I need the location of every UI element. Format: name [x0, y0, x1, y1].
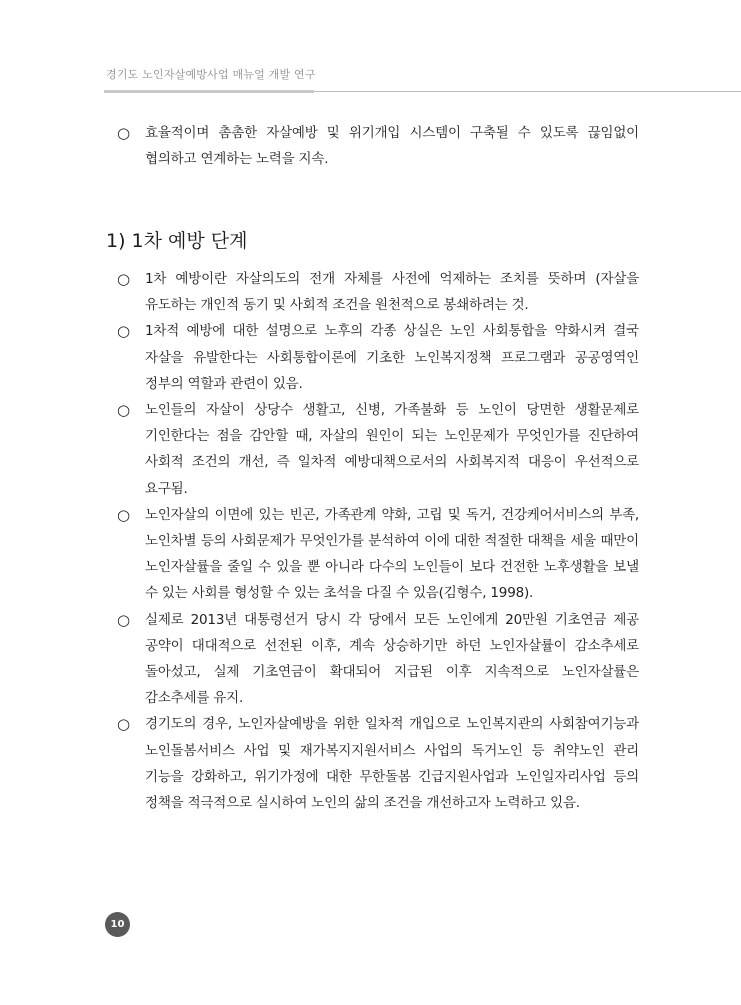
section-heading: 1) 1차 예방 단계 — [106, 230, 248, 252]
section-bullet — [117, 502, 639, 607]
bullet-circle-icon: ○ — [117, 610, 130, 629]
bullet-text: 노인들의 자살이 상당수 생활고, 신병, 가족불화 등 노인이 당면한 생활문제로 기인한다는 점을 감안할 때, 자살의 원인이 되는 노인문제가 무엇인가를 진단하여 사회적 조건의 개선, 즉 일차적 예방대책으로서의 사회복지적 대응이 우선적으로 요구됨. — [145, 402, 639, 497]
section-bullet — [117, 397, 639, 502]
bullet-circle-icon: ○ — [117, 505, 130, 524]
bullet-circle-icon: ○ — [117, 715, 130, 734]
bullet-text: 효율적이며 촘촘한 자살예방 및 위기개입 시스템이 구축될 수 있도록 끊임없이 협의하고 연계하는 노력을 지속. — [145, 125, 639, 168]
page-number-badge: 10 — [105, 912, 130, 937]
bullet-circle-icon: ○ — [117, 401, 130, 420]
intro-bullet-list — [117, 120, 639, 172]
bullet-text: 경기도의 경우, 노인자살예방을 위한 일차적 개입으로 노인복지관의 사회참여기능과 노인돌봄서비스 사업 및 재가복지지원서비스 사업의 독거노인 등 취약노인 관리 기능을 강화하고, 위기가정에 대한 무한돌봄 긴급지원사업과 노인일자리사업 등의 정책을 적극적으로 실시하여 노인의 삶의 조건을 개선하고자 노력하고 있음. — [145, 716, 639, 812]
intro-bullet — [117, 120, 639, 172]
bullet-circle-icon: ○ — [117, 322, 130, 341]
header-rule-accent — [104, 90, 314, 93]
section-bullet — [117, 266, 639, 318]
section-bullet — [117, 318, 639, 397]
bullet-text: 노인자살의 이면에 있는 빈곤, 가족관계 약화, 고립 및 독거, 건강케어서비스의 부족, 노인차별 등의 사회문제가 무엇인가를 분석하여 이에 대한 적절한 대책을 세울 때만이 노인자살률을 줄일 수 있을 뿐 아니라 다수의 노인들이 보다 건전한 노후생활을 보낼 수 있는 사회를 형성할 수 있는 초석을 다질 수 있음(김형수, 1998). — [145, 506, 639, 602]
section-bullet — [117, 607, 639, 712]
section-bullet — [117, 711, 639, 816]
section-bullet-list — [117, 266, 639, 816]
bullet-circle-icon: ○ — [117, 270, 130, 288]
bullet-text: 1차적 예방에 대한 설명으로 노후의 각종 상실은 노인 사회통합을 약화시켜 결국 자살을 유발한다는 사회통합이론에 기초한 노인복지정책 프로그램과 공공영역인 정부의 역할과 관련이 있음. — [145, 323, 639, 392]
bullet-text: 1차 예방이란 자살의도의 전개 자체를 사전에 억제하는 조치를 뜻하며 (자살을 유도하는 개인적 동기 및 사회적 조건을 원천적으로 봉쇄하려는 것. — [145, 271, 639, 314]
bullet-circle-icon: ○ — [117, 124, 130, 142]
bullet-text: 실제로 2013년 대통령선거 당시 각 당에서 모든 노인에게 20만원 기초연금 제공 공약이 대대적으로 선전된 이후, 계속 상승하기만 하던 노인자살률이 감소추세로 돌아섰고, 실제 기초연금이 확대되어 지급된 이후 지속적으로 노인자살률은 감소추세를 유지. — [145, 611, 639, 707]
running-header: 경기도 노인자살예방사업 매뉴얼 개발 연구 — [106, 68, 316, 81]
